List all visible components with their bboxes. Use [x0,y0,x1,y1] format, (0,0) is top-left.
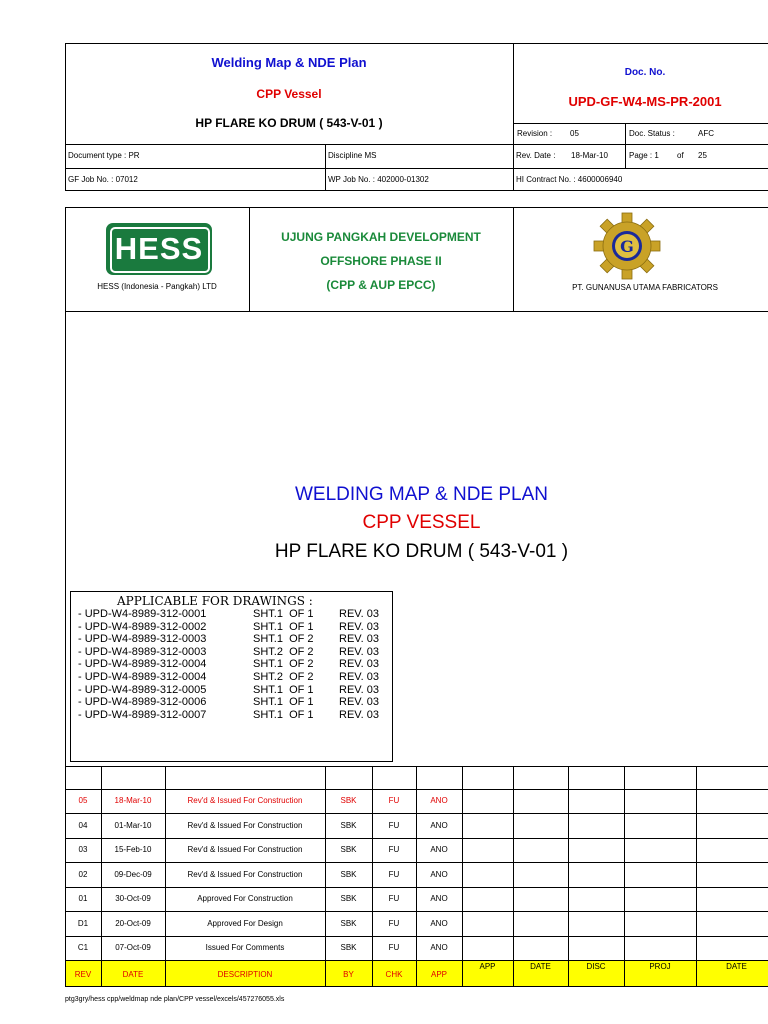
project-line-3: (CPP & AUP EPCC) [326,278,436,292]
doc-no-label: Doc. No. [624,67,666,78]
drawing-number: - UPD-W4-8989-312-0002 [78,620,207,633]
revision-cell-rev: 02 [78,869,88,879]
revision-cell-date: 15-Feb-10 [114,845,152,854]
drawing-rev: REV. 03 [339,620,379,633]
main-title-3: HP FLARE KO DRUM ( 543-V-01 ) [274,541,569,562]
revision-cell-desc: Rev'd & Issued For Construction [187,820,303,830]
revision-cell-app: ANO [430,820,448,830]
revision-label: Revision : [517,129,553,138]
drawing-sheet: SHT.1 OF 1 [253,708,314,721]
revision-cell-date: 09-Dec-09 [114,869,152,879]
gunanusa-letter: G [620,237,634,256]
header-title-1: Welding Map & NDE Plan [211,55,367,70]
revision-cell-chk: FU [388,796,400,805]
revision-cell-by: SBK [340,869,357,879]
gunanusa-company-name: PT. GUNANUSA UTAMA FABRICATORS [572,283,718,292]
drawing-sheet: SHT.1 OF 1 [253,683,314,696]
drawing-sheet: SHT.1 OF 2 [253,633,314,646]
revision-cell-desc: Rev'd & Issued For Construction [187,869,303,879]
revision-cell-rev: D1 [77,918,89,928]
revision-header-rev: REV [74,970,92,979]
revision-cell-by: SBK [340,894,357,903]
discipline: Discipline MS [328,151,377,160]
revision-cell-desc: Approved For Construction [197,894,293,903]
drawing-rev: REV. 03 [339,645,379,658]
revision-cell-by: SBK [340,845,357,854]
revision-cell-desc: Issued For Comments [205,943,285,952]
drawing-number: - UPD-W4-8989-312-0004 [78,671,207,683]
revision-cell-rev: C1 [77,943,89,952]
revision-cell-app: ANO [430,869,448,879]
revision-value: 05 [570,129,579,138]
drawing-sheet: SHT.2 OF 2 [253,671,314,683]
revision-cell-app: ANO [430,796,448,805]
drawing-number: - UPD-W4-8989-312-0007 [78,708,207,721]
drawing-rev: REV. 03 [339,696,379,709]
drawing-sheet: SHT.1 OF 1 [253,696,314,709]
client-header-app: APP [479,962,496,971]
gf-job-no: GF Job No. : 07012 [68,175,138,184]
client-header-proj: PROJ [649,962,671,971]
header-title-2: CPP Vessel [256,87,322,101]
drawing-number: - UPD-W4-8989-312-0003 [78,645,207,658]
revision-cell-chk: FU [388,894,400,903]
drawing-rev: REV. 03 [339,633,379,646]
revision-cell-chk: FU [388,820,400,830]
revision-cell-app: ANO [430,918,448,928]
rev-date-value: 18-Mar-10 [571,151,608,160]
applicable-heading: APPLICABLE FOR DRAWINGS : [117,594,313,608]
drawing-number: - UPD-W4-8989-312-0001 [78,608,207,620]
hess-logo-text: HESS [114,231,204,266]
hess-logo [106,223,212,275]
main-title-2: CPP VESSEL [362,512,481,533]
gunanusa-gear-icon [591,212,663,280]
revision-cell-rev: 01 [78,894,88,903]
revision-cell-app: ANO [430,894,448,903]
revision-cell-date: 18-Mar-10 [114,796,152,805]
revision-header-app: APP [430,970,447,979]
drawing-number: - UPD-W4-8989-312-0003 [78,633,207,646]
doc-status-value: AFC [698,129,714,138]
client-header-disc: DISC [586,962,606,971]
drawing-rev: REV. 03 [339,658,379,671]
main-title-1: WELDING MAP & NDE PLAN [294,484,549,505]
page-total: 25 [698,151,707,160]
revision-cell-chk: FU [388,869,400,879]
drawing-sheet: SHT.1 OF 2 [253,658,314,671]
revision-cell-by: SBK [340,943,357,952]
revision-cell-chk: FU [388,918,400,928]
document-type: Document type : PR [68,151,140,160]
drawing-rev: REV. 03 [339,671,379,683]
revision-cell-rev: 03 [78,845,88,854]
revision-cell-date: 01-Mar-10 [114,820,152,830]
revision-cell-date: 07-Oct-09 [115,943,151,952]
revision-cell-desc: Approved For Design [207,918,283,928]
revision-cell-rev: 05 [78,796,88,805]
revision-cell-app: ANO [430,943,448,952]
page-label: Page : 1 [629,151,659,160]
revision-cell-desc: Rev'd & Issued For Construction [187,845,303,854]
drawing-number: - UPD-W4-8989-312-0006 [78,696,207,709]
drawing-number: - UPD-W4-8989-312-0004 [78,658,207,671]
revision-cell-chk: FU [388,845,400,854]
header-title-3: HP FLARE KO DRUM ( 543-V-01 ) [195,116,383,130]
rev-date-label: Rev. Date : [516,151,556,160]
revision-cell-by: SBK [340,820,357,830]
doc-no: UPD-GF-W4-MS-PR-2001 [568,94,722,109]
drawing-rev: REV. 03 [339,683,379,696]
drawing-sheet: SHT.1 OF 1 [253,620,314,633]
revision-cell-desc: Rev'd & Issued For Construction [187,796,303,805]
revision-cell-rev: 04 [78,820,88,830]
page-of: of [677,151,684,160]
project-line-2: OFFSHORE PHASE II [320,254,442,268]
revision-header-chk: CHK [385,970,403,979]
hi-contract-no: HI Contract No. : 4600006940 [516,175,623,184]
revision-cell-app: ANO [430,845,448,854]
revision-header-description: DESCRIPTION [217,970,273,979]
drawing-sheet: SHT.2 OF 2 [253,645,314,658]
client-header-date: DATE [726,962,747,971]
revision-cell-date: 20-Oct-09 [115,918,151,928]
wp-job-no: WP Job No. : 402000-01302 [328,175,429,184]
revision-cell-date: 30-Oct-09 [115,894,151,903]
client-header-date: DATE [530,962,551,971]
revision-cell-by: SBK [340,918,357,928]
revision-cell-chk: FU [388,943,400,952]
project-line-1: UJUNG PANGKAH DEVELOPMENT [281,230,481,244]
hess-company-name: HESS (Indonesia - Pangkah) LTD [97,282,217,291]
footer-path: ptg3gry/hess cpp/weldmap nde plan/CPP vessel/excels/457276055.xls [65,996,285,1003]
doc-status-label: Doc. Status : [629,129,675,138]
revision-header-date: DATE [122,970,144,979]
drawing-rev: REV. 03 [339,708,379,721]
drawing-sheet: SHT.1 OF 1 [253,608,314,620]
revision-cell-by: SBK [340,796,357,805]
revision-header-by: BY [343,970,354,979]
drawing-rev: REV. 03 [339,608,379,620]
drawing-number: - UPD-W4-8989-312-0005 [78,683,207,696]
